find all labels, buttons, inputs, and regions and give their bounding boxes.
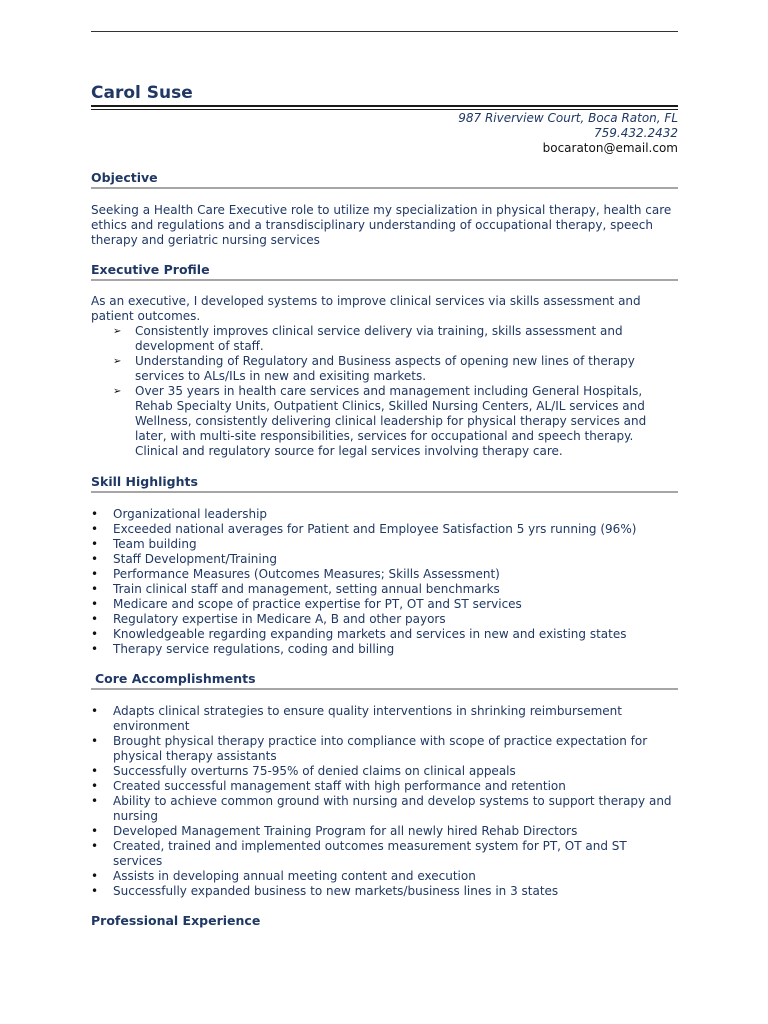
bullet-marker: • [91,522,99,536]
executive-profile-section [91,262,678,459]
section-rule [91,491,678,493]
objective-section [91,170,678,248]
bullet-marker: • [91,597,99,611]
list-item-text: Over 35 years in health care services and management including General Hospitals, Rehab Specialty Units, Outpatient Clinics, Skilled Nursing Centers, AL/IL services and Wellness, consistently delivering clinical leadership for physical therapy services and later, with multi-site responsibilities, services for occupational and speech therapy. Clinical and regulatory source for legal services involving therapy care. [135,384,647,458]
list-item-text: Understanding of Regulatory and Business aspects of opening new lines of therapy services to ALs/ILs in new and exisiting markets. [135,354,635,383]
bullet-marker: • [91,884,99,898]
section-rule [91,187,678,189]
list-item-text: Assists in developing annual meeting content and execution [113,869,476,883]
list-item [91,537,678,552]
list-item [91,522,678,537]
core-accomplishments-list [91,704,678,899]
bullet-marker: ➢ [113,356,122,367]
list-item [91,642,678,657]
core-accomplishments-title: Core Accomplishments [95,671,256,686]
list-item [91,704,678,734]
list-item [91,384,678,459]
list-item [91,839,678,869]
professional-experience-title: Professional Experience [91,913,261,928]
list-item-text: Adapts clinical strategies to ensure quality interventions in shrinking reimbursement environment [113,704,622,733]
bullet-marker: • [91,704,99,718]
bullet-marker: • [91,567,99,581]
list-item-text: Developed Management Training Program for all newly hired Rehab Directors [113,824,578,838]
list-item-text: Organizational leadership [113,507,268,521]
bullet-marker: • [91,507,99,521]
objective-title: Objective [91,170,158,185]
list-item-text: Medicare and scope of practice expertise for PT, OT and ST services [113,597,522,611]
bullet-marker: • [91,537,99,551]
bullet-marker: • [91,734,99,748]
contact-block [458,111,678,156]
list-item [91,612,678,627]
top-rule [91,31,678,32]
list-item-text: Ability to achieve common ground with nursing and develop systems to support therapy and nursing [113,794,672,823]
list-item [91,779,678,794]
skill-highlights-title: Skill Highlights [91,474,198,489]
core-accomplishments-section [91,671,678,899]
bullet-marker: • [91,764,99,778]
executive-profile-list [91,324,678,459]
candidate-name: Carol Suse [91,83,193,103]
skill-highlights-list [91,507,678,657]
list-item [91,354,678,384]
list-item-text: Train clinical staff and management, setting annual benchmarks [113,582,500,596]
bullet-marker: • [91,642,99,656]
bullet-marker: • [91,869,99,883]
list-item-text: Staff Development/Training [113,552,277,566]
list-item [91,627,678,642]
bullet-marker: ➢ [113,326,122,337]
list-item-text: Regulatory expertise in Medicare A, B and other payors [113,612,446,626]
list-item [91,869,678,884]
list-item-text: Successfully expanded business to new markets/business lines in 3 states [113,884,559,898]
bullet-marker: • [91,552,99,566]
bullet-marker: • [91,582,99,596]
list-item [91,824,678,839]
list-item [91,734,678,764]
executive-profile-intro: As an executive, I developed systems to improve clinical services via skills assessment and patient outcomes. [91,294,641,323]
name-rule-thin [91,109,678,110]
list-item [91,794,678,824]
list-item [91,567,678,582]
bullet-marker: • [91,839,99,853]
objective-text: Seeking a Health Care Executive role to utilize my specialization in physical therapy, health care ethics and regulations and a transdisciplinary understanding of occupational therapy, speech therapy and geriatric nursing services [91,203,672,247]
bullet-marker: • [91,824,99,838]
list-item [91,552,678,567]
list-item-text: Successfully overturns 75-95% of denied claims on clinical appeals [113,764,516,778]
list-item [91,764,678,779]
list-item-text: Brought physical therapy practice into compliance with scope of practice expectation for physical therapy assistants [113,734,648,763]
list-item [91,582,678,597]
email: bocaraton@email.com [542,141,678,155]
section-rule [91,688,678,690]
list-item-text: Created successful management staff with high performance and retention [113,779,566,793]
list-item-text: Consistently improves clinical service delivery via training, skills assessment and development of staff. [135,324,623,353]
executive-profile-title: Executive Profile [91,262,210,277]
list-item-text: Exceeded national averages for Patient and Employee Satisfaction 5 yrs running (96%) [113,522,637,536]
list-item-text: Performance Measures (Outcomes Measures; Skills Assessment) [113,567,500,581]
list-item-text: Team building [113,537,197,551]
name-rule [91,105,678,107]
list-item-text: Created, trained and implemented outcomes measurement system for PT, OT and ST services [113,839,627,868]
address: 987 Riverview Court, Boca Raton, FL [458,111,678,125]
list-item [91,597,678,612]
list-item [91,324,678,354]
list-item [91,884,678,899]
phone: 759.432.2432 [594,126,678,140]
list-item-text: Knowledgeable regarding expanding markets and services in new and existing states [113,627,627,641]
bullet-marker: • [91,779,99,793]
bullet-marker: • [91,794,99,808]
skill-highlights-section [91,474,678,657]
bullet-marker: • [91,612,99,626]
professional-experience-section [91,913,678,929]
list-item-text: Therapy service regulations, coding and billing [113,642,395,656]
section-rule [91,279,678,281]
list-item [91,507,678,522]
bullet-marker: ➢ [113,386,122,397]
bullet-marker: • [91,627,99,641]
